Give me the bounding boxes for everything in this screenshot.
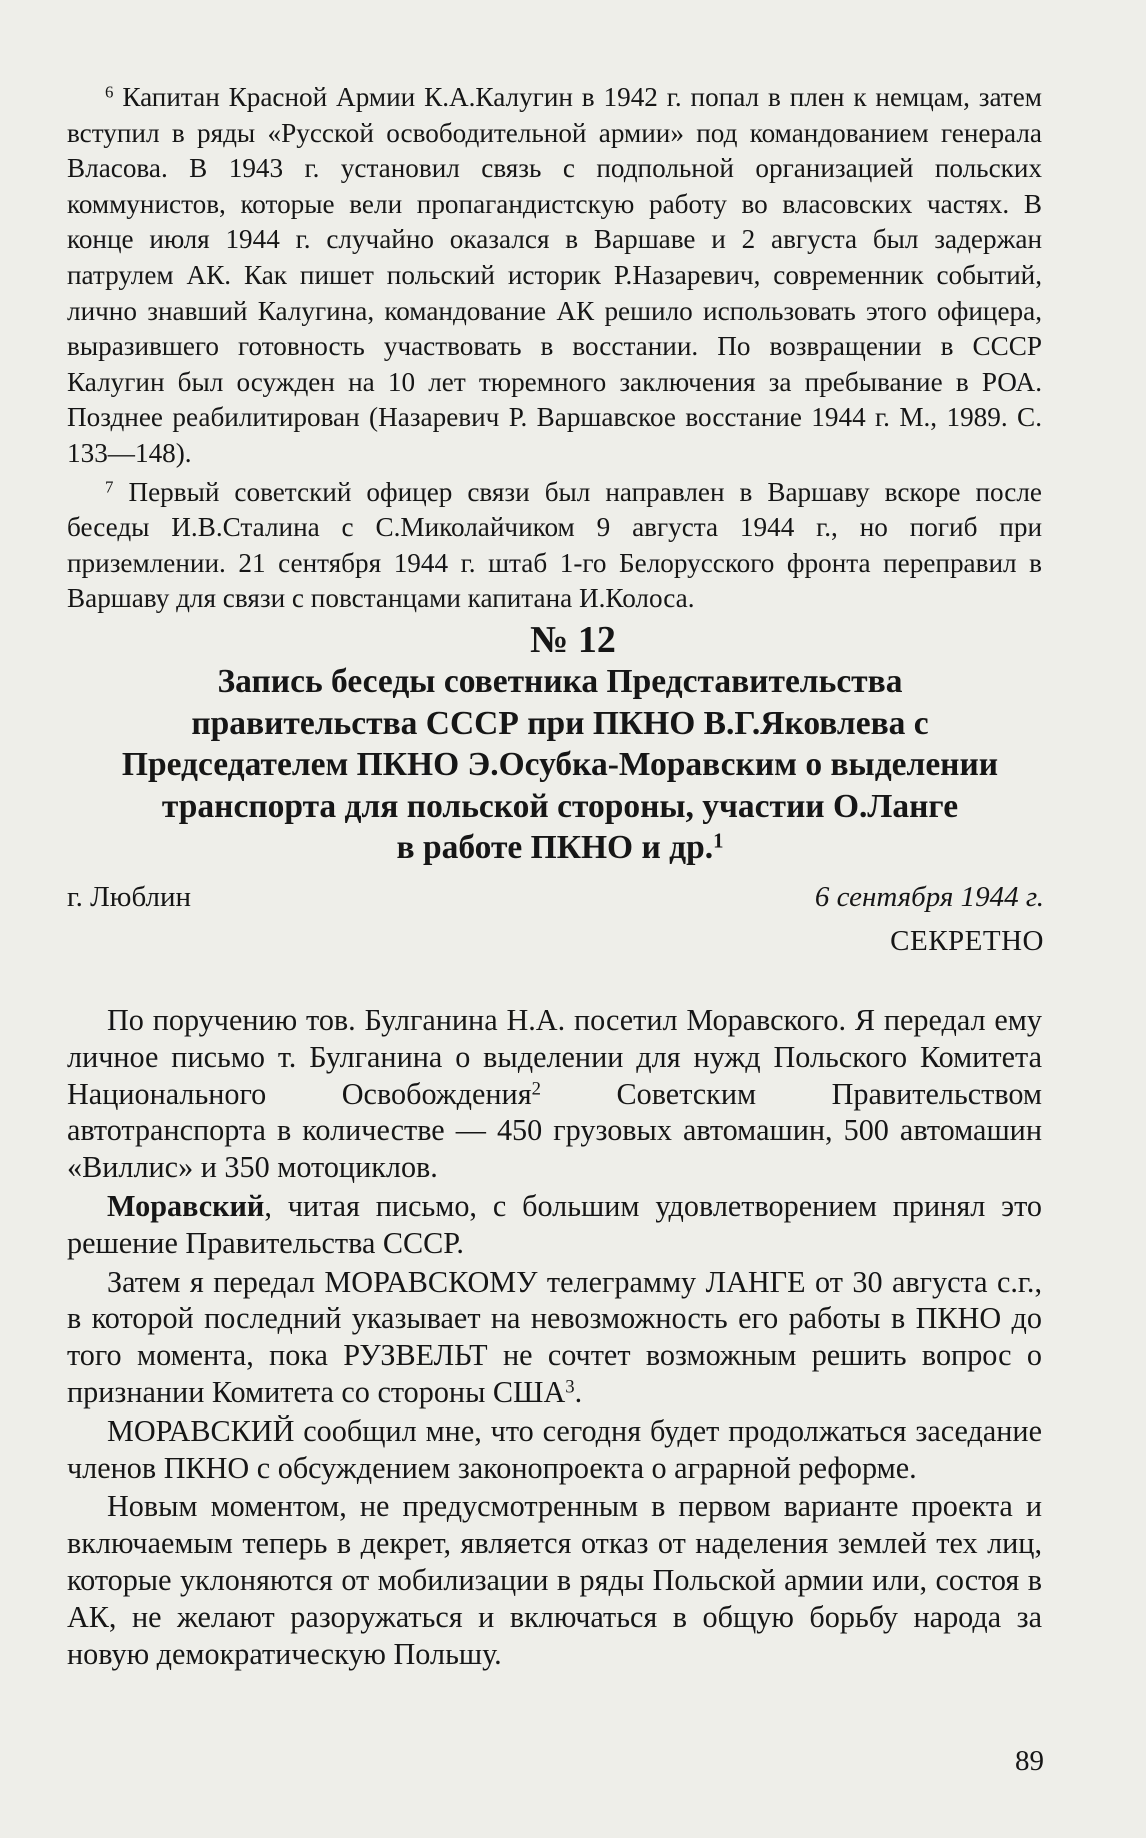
body-paragraph: МОРАВСКИЙ сообщил мне, что сегодня будет продолжаться заседание членов ПКНО с обсуждением законопроекта о аграрной реформе. [67,1413,1042,1485]
document-place: г. Люблин [67,881,192,913]
footnote-marker: 6 [105,82,114,102]
classification-label: СЕКРЕТНО [890,925,1044,957]
footnote-text: Первый советский офицер связи был направлен в Варшаву вскоре после беседы И.В.Сталина с С.Миколайчиком 9 августа 1944 г., но погиб при приземлении. 21 сентября 1944 г. штаб 1-го Белорусского фронта переправил в Варшаву для связи с повстанцами капитана И.Колоса. [67,476,1043,614]
footnote-marker: 2 [531,1078,541,1100]
body-paragraph: Моравский, читая письмо, с большим удовлетворением принял это решение Правительства СССР. [67,1188,1042,1260]
footnote-marker: 7 [105,477,114,497]
body-paragraph: Новым моментом, не предусмотренным в первом варианте проекта и включаемым теперь в декрет, является отказ от наделения землей тех лиц, которые уклоняются от мобилизации в ряды Польской армии или, состоя в АК, не желают разоружаться и включаться в общую борьбу народа за новую демократическую Польшу. [67,1489,1042,1671]
title-line-last [60,827,1060,869]
title-line: Председателем ПКНО Э.Осубка-Моравским о выделении [121,746,999,783]
body-paragraph: По поручению тов. Булганина Н.А. посетил Моравского. Я передал ему личное письмо т. Булганина о выделении для нужд Польского Комитета Национального Освобождения$^2$ Советским Правительством автотранспорта в количестве — 450 грузовых автомашин, 500 автомашин «Виллис» и 350 мотоциклов. [67,1003,1042,1185]
title-line: транспорта для польской стороны, участии О.Ланге [161,787,959,825]
footnote-6 [67,80,1042,472]
title-line: в работе ПКНО и др. [396,829,714,866]
document-title [60,661,1060,869]
footnotes-section [67,80,1042,617]
title-line: Запись беседы советника Представительства [217,663,903,700]
page-number: 89 [1015,1745,1044,1777]
document-body [67,1002,1042,1674]
footnote-7 [67,475,1042,617]
document-date: 6 сентября 1944 г. [814,881,1044,913]
body-paragraph: Затем я передал МОРАВСКОМУ телеграмму ЛАНГЕ от 30 августа с.г., в которой последний указывает на невозможность его работы в ПКНО до того момента, пока РУЗВЕЛЬТ не сочтет возможным решить вопрос о признании Комитета со стороны США$^3$. [67,1264,1042,1409]
title-line: правительства СССР при ПКНО В.Г.Яковлева с [191,704,929,742]
footnote-text: Капитан Красной Армии К.А.Калугин в 1942 г. попал в плен к немцам, затем вступил в ряды «Русской освободительной армии» под командованием генерала Власова. В 1943 г. установил связь с подпольной организацией польских коммунистов, которые вели пропагандистскую работу во власовских частях. В конце июля 1944 г. случайно оказался в Варшаве и 2 августа был задержан патрулем АК. Как пишет польский историк Р.Назаревич, современник событий, лично знавший Калугина, командование АК решило использовать этого офицера, выразившего готовность участвовать в восстании. По возвращении в СССР Калугин был осужден на 10 лет тюремного заключения за пребывание в РОА. Позднее реабилитирован (Назаревич Р. Варшавское восстание 1944 г. М., 1989. С. 133—148). [67,82,1043,468]
document-number: № 12 [530,619,616,661]
footnote-marker: 3 [565,1376,575,1398]
speaker-name: Моравский [107,1188,265,1223]
title-footnote-marker: 1 [713,829,724,853]
